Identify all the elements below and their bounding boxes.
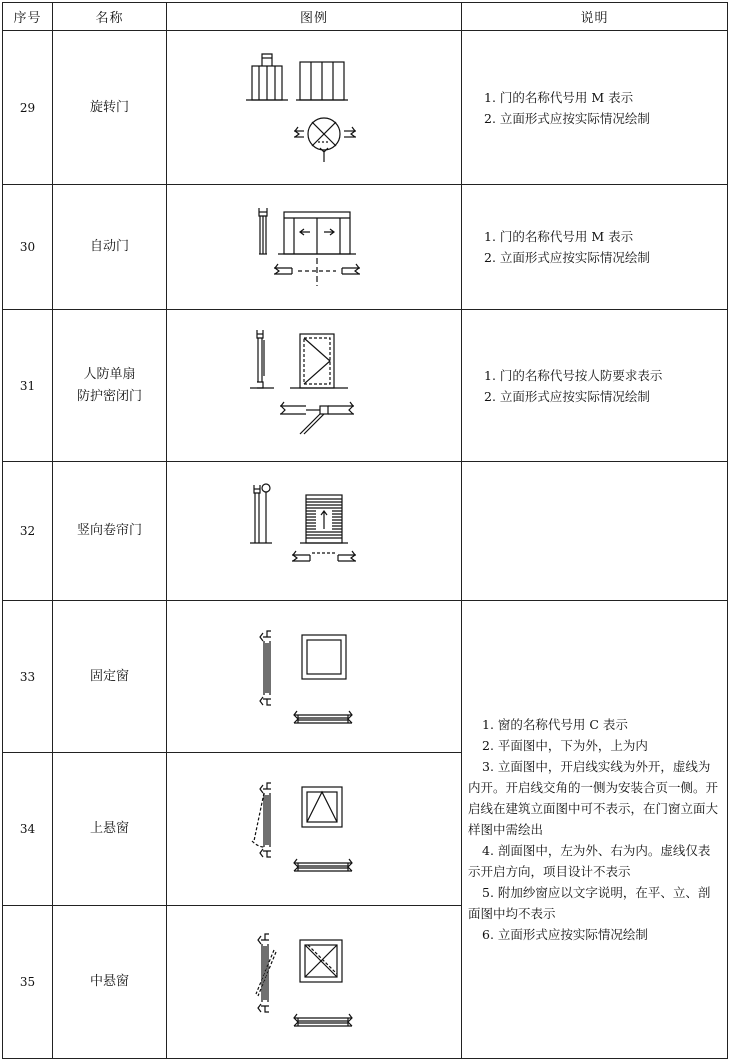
row-description bbox=[462, 310, 728, 462]
top-hung-window-figure bbox=[167, 753, 462, 906]
revolving-door-figure bbox=[167, 31, 462, 185]
table-row bbox=[3, 31, 728, 185]
row-number: 30 bbox=[3, 185, 53, 310]
window-description bbox=[462, 601, 728, 1059]
table-row bbox=[3, 310, 728, 462]
desc-line: 1. 门的名称代号用 M 表示 bbox=[484, 89, 634, 105]
civil-defense-door-figure bbox=[167, 310, 462, 462]
row-number: 32 bbox=[3, 462, 53, 601]
desc-line: 3. 立面图中，开启线实线为外开，虚线为内开。开启线交角的一侧为安装合页一侧。开启线在建筑立面图中可不表示，在门窗立面大样图中需绘出 bbox=[468, 759, 719, 837]
row-name: 竖向卷帘门 bbox=[53, 462, 167, 601]
desc-line: 1. 门的名称代号按人防要求表示 bbox=[484, 367, 663, 383]
header-num: 序号 bbox=[3, 3, 53, 31]
row-description bbox=[462, 31, 728, 185]
row-name: 上悬窗 bbox=[53, 753, 167, 906]
row-number: 34 bbox=[3, 753, 53, 906]
row-name: 中悬窗 bbox=[53, 906, 167, 1059]
row-number: 33 bbox=[3, 601, 53, 753]
header-figure: 图例 bbox=[167, 3, 462, 31]
center-pivot-window-figure bbox=[167, 906, 462, 1059]
header-desc: 说明 bbox=[462, 3, 728, 31]
row-description-empty bbox=[462, 462, 728, 601]
row-name: 自动门 bbox=[53, 185, 167, 310]
row-name-line: 人防单扇 bbox=[83, 366, 136, 382]
desc-line: 2. 立面形式应按实际情况绘制 bbox=[484, 250, 650, 265]
desc-line: 4. 剖面图中，左为外、右为内。虚线仅表示开启方向，项目设计不表示 bbox=[468, 843, 711, 879]
row-number: 35 bbox=[3, 906, 53, 1059]
row-name bbox=[53, 310, 167, 462]
desc-line: 2. 立面形式应按实际情况绘制 bbox=[484, 110, 650, 126]
row-number: 31 bbox=[3, 310, 53, 462]
automatic-door-figure bbox=[167, 185, 462, 310]
desc-line: 2. 平面图中，下为外，上为内 bbox=[482, 738, 648, 753]
row-name-line: 防护密闭门 bbox=[76, 388, 142, 404]
row-name: 旋转门 bbox=[53, 31, 167, 185]
row-number: 29 bbox=[3, 31, 53, 185]
row-description bbox=[462, 185, 728, 310]
desc-line: 1. 窗的名称代号用 C 表示 bbox=[482, 717, 628, 732]
table-row bbox=[3, 185, 728, 310]
header-row bbox=[3, 3, 728, 31]
vertical-rolling-door-figure bbox=[167, 462, 462, 601]
desc-line: 1. 门的名称代号用 M 表示 bbox=[484, 229, 634, 244]
table-row bbox=[3, 462, 728, 601]
row-name: 固定窗 bbox=[53, 601, 167, 753]
legend-table bbox=[2, 2, 728, 1059]
header-name: 名称 bbox=[53, 3, 167, 31]
fixed-window-figure bbox=[167, 601, 462, 753]
desc-line: 5. 附加纱窗应以文字说明，在平、立、剖面图中均不表示 bbox=[468, 885, 711, 921]
table-row bbox=[3, 601, 728, 753]
desc-line: 2. 立面形式应按实际情况绘制 bbox=[484, 388, 650, 404]
desc-line: 6. 立面形式应按实际情况绘制 bbox=[482, 927, 648, 942]
